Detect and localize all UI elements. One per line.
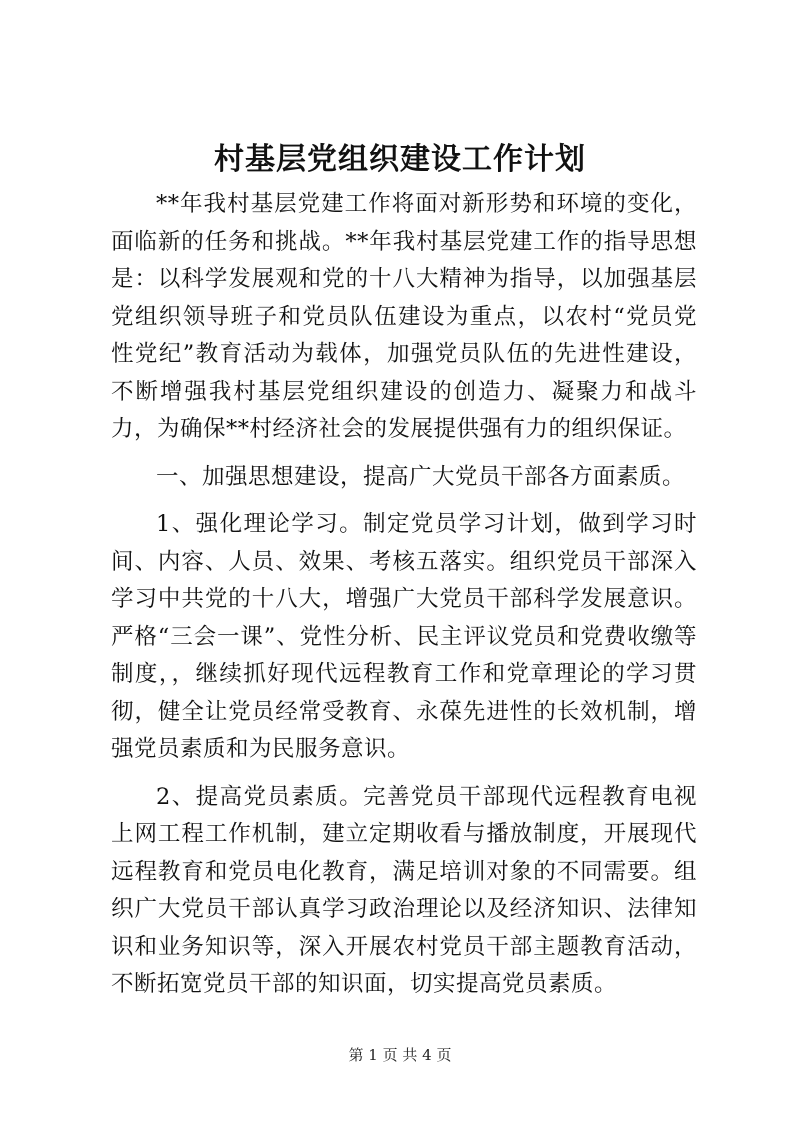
intro-paragraph: **年我村基层党建工作将面对新形势和环境的变化，面临新的任务和挑战。**年我村基层党建工作的指导思想是：以科学发展观和党的十八大精神为指导，以加强基层党组织领导班子和党员队伍建设为重点，以农村“党员党性党纪”教育活动为载体，加强党员队伍的先进性建设，不断增强我村基层党组织建设的创造力、凝聚力和战斗力，为确保**村经济社会的发展提供强有力的组织保证。: [111, 191, 697, 442]
section-heading: 一、加强思想建设，提高广大党员干部各方面素质。: [156, 463, 686, 490]
page-number-footer: 第 1 页 共 4 页: [348, 1046, 452, 1064]
document-body: [111, 186, 697, 1014]
theory-study-paragraph: 1、强化理论学习。制定党员学习计划，做到学习时间、内容、人员、效果、考核五落实。组织党员干部深入学习中共党的十八大，增强广大党员干部科学发展意识。严格“三会一课”、党性分析、民主评议党员和党费收缴等制度，，继续抓好现代远程教育工作和党章理论的学习贯彻，健全让党员经常受教育、永葆先进性的长效机制，增强党员素质和为民服务意识。: [111, 511, 697, 762]
document-title: 村基层党组织建设工作计划: [214, 142, 586, 177]
member-quality-paragraph: 2、提高党员素质。完善党员干部现代远程教育电视上网工程工作机制，建立定期收看与播放制度，开展现代远程教育和党员电化教育，满足培训对象的不同需要。组织广大党员干部认真学习政治理论以及经济知识、法律知识和业务知识等，深入开展农村党员干部主题教育活动，不断拓宽党员干部的知识面，切实提高党员素质。: [111, 783, 697, 997]
